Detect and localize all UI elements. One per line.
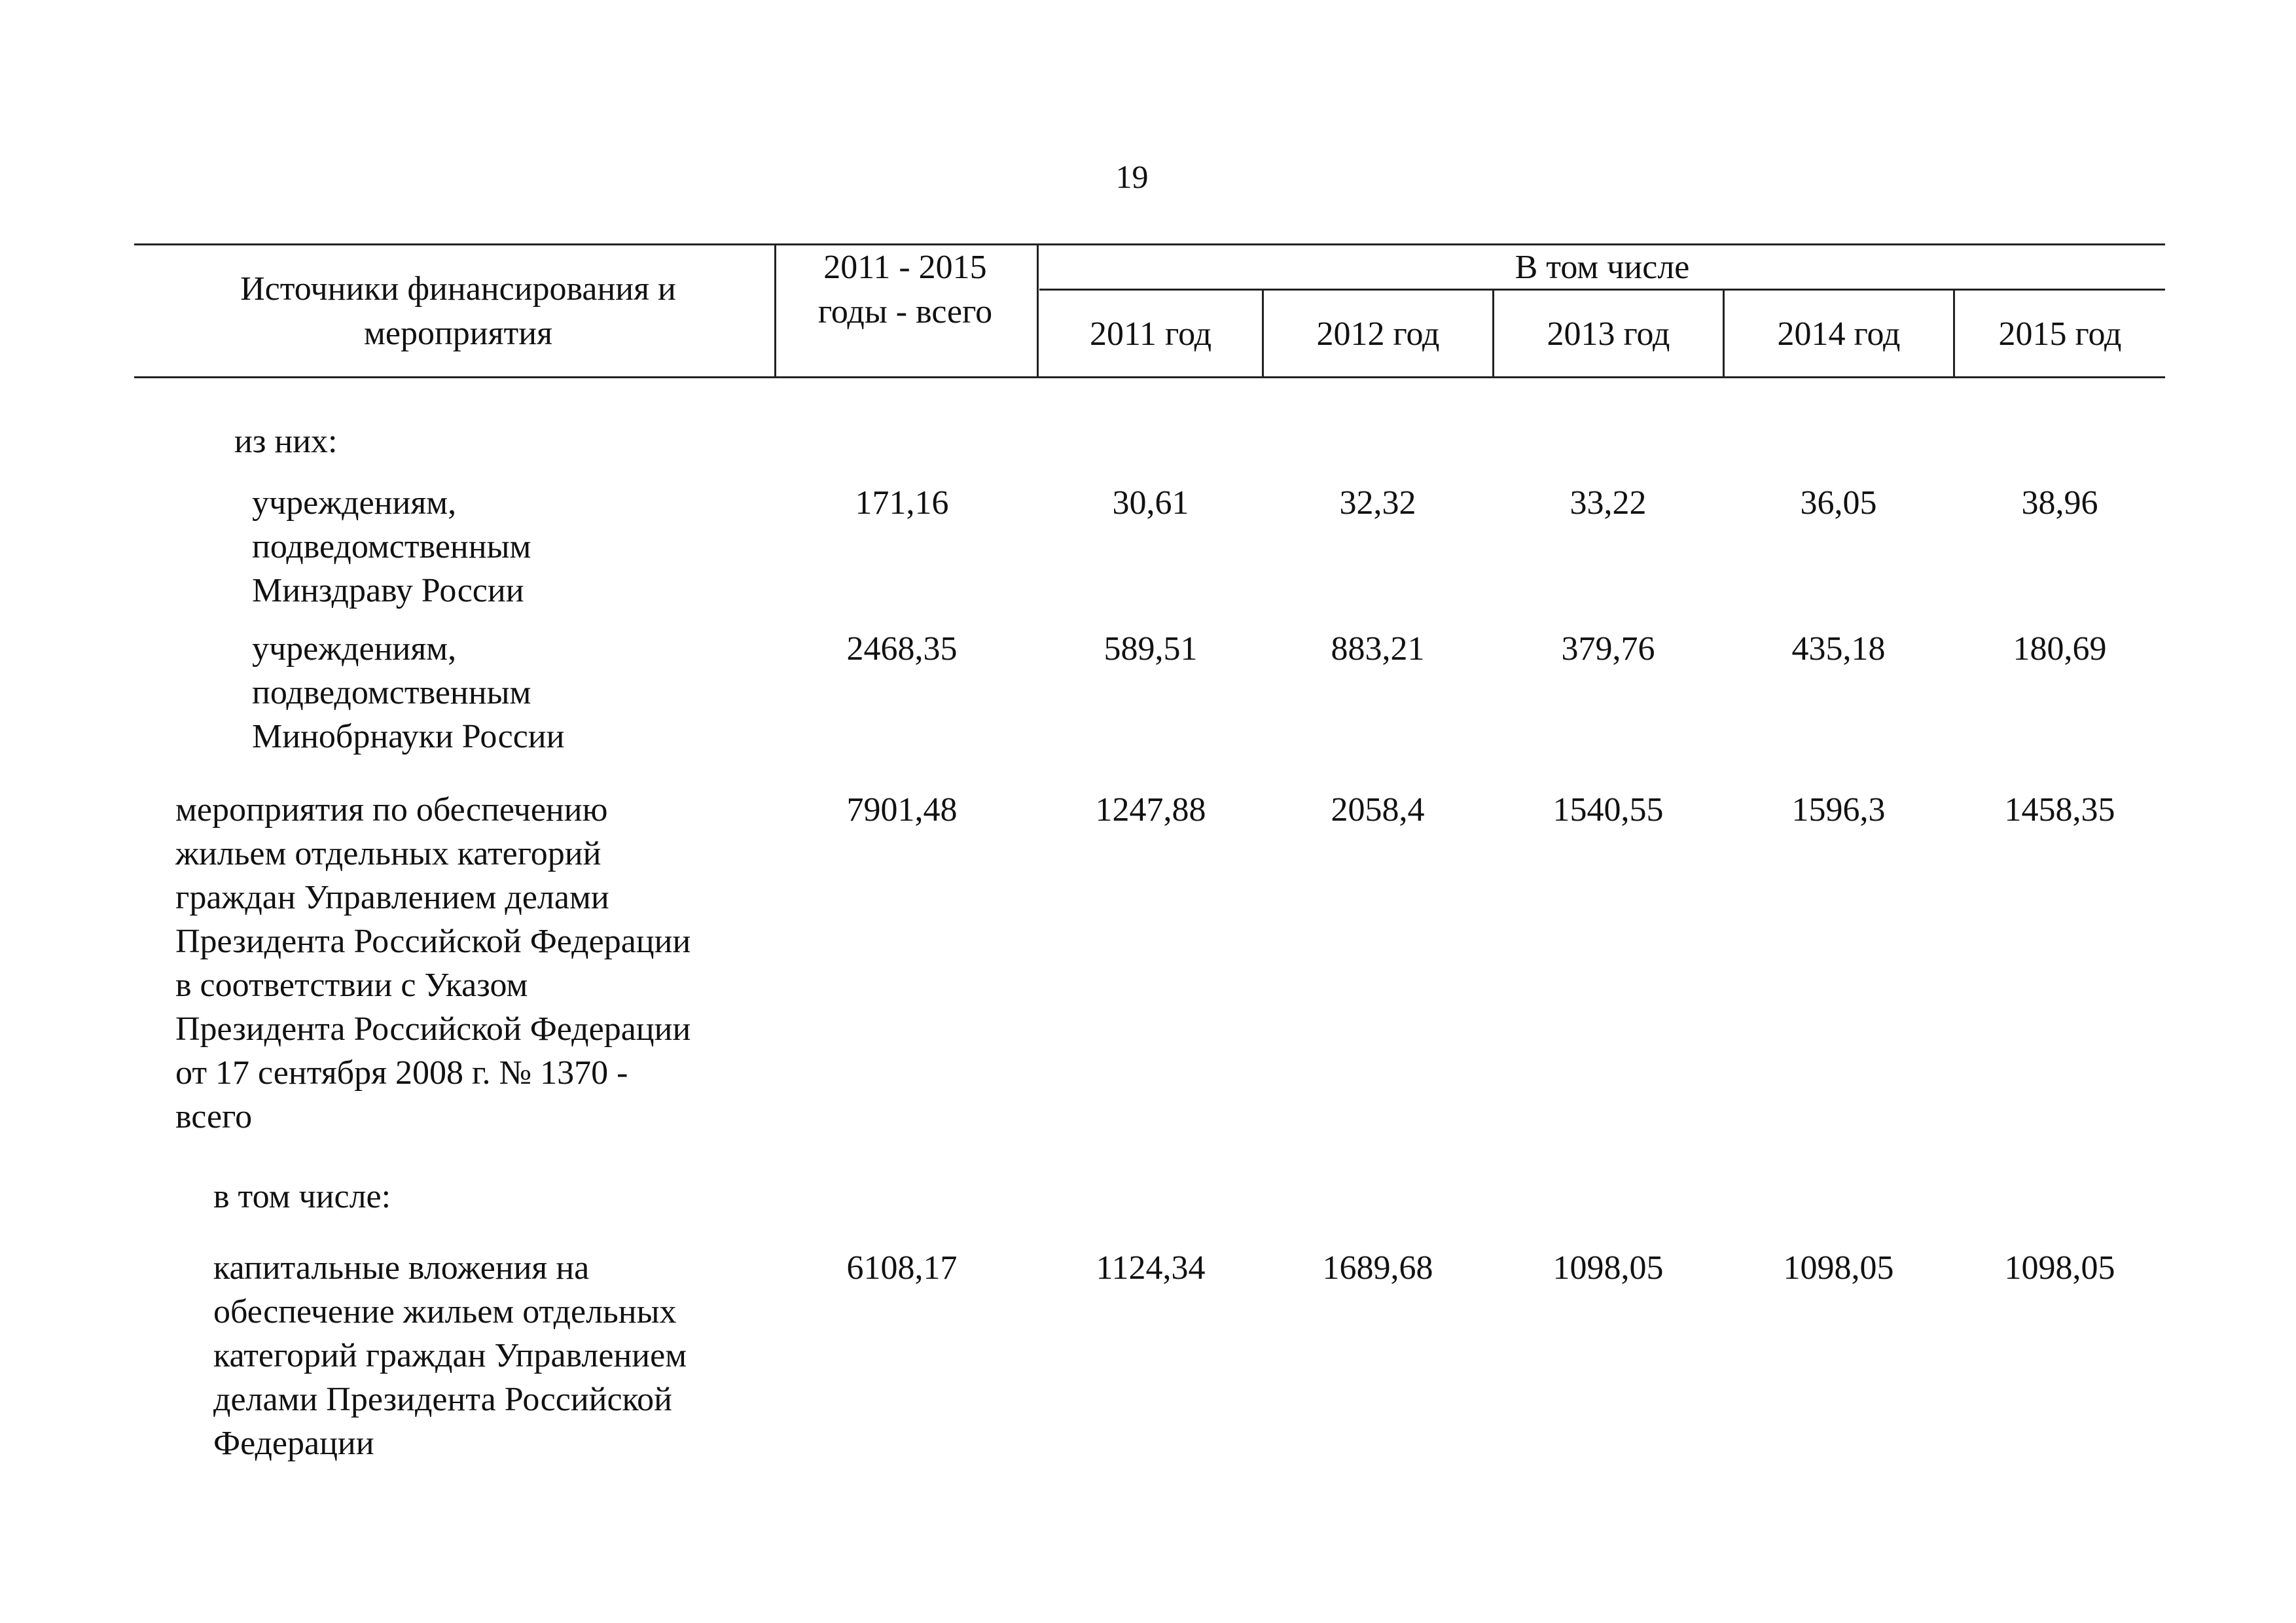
row-label: учреждениям, подведомственным Минздраву России [252,484,531,609]
row-label: из них: [234,423,338,460]
header-bottom-rule [134,376,2165,378]
page-number: 19 [1115,158,1149,195]
value-total: 171,16 [855,484,949,522]
column-divider [774,243,776,378]
value-2013: 33,22 [1570,484,1647,522]
header-year: 2015 год [1998,315,2122,353]
header-year: 2014 год [1777,315,1901,353]
value-total: 7901,48 [846,791,958,829]
row-label: в том числе: [213,1178,391,1215]
header-sources: Источники финансирования и мероприятия [240,270,676,352]
value-2014: 36,05 [1800,484,1877,522]
header-year: 2011 год [1089,315,1212,353]
value-2012: 2058,4 [1331,791,1425,829]
header-group: В том числе [1515,249,1690,286]
column-divider [1037,243,1039,378]
value-total: 2468,35 [846,630,958,668]
value-2013: 1098,05 [1552,1249,1664,1287]
row-label: учреждениям, подведомственным Минобрнауки России [252,630,565,755]
value-2015: 38,96 [2021,484,2098,522]
header-year: 2012 год [1316,315,1440,353]
value-2012: 1689,68 [1322,1249,1433,1287]
value-2011: 589,51 [1103,630,1198,668]
value-2014: 435,18 [1791,630,1886,668]
value-2015: 1458,35 [2004,791,2115,829]
value-2015: 1098,05 [2004,1249,2115,1287]
value-2014: 1098,05 [1783,1249,1894,1287]
value-2015: 180,69 [2013,630,2107,668]
value-2014: 1596,3 [1791,791,1886,829]
value-2013: 379,76 [1561,630,1655,668]
header-year: 2013 год [1547,315,1670,353]
value-2012: 32,32 [1339,484,1416,522]
value-2013: 1540,55 [1552,791,1664,829]
value-2011: 1124,34 [1096,1249,1206,1287]
row-label: мероприятия по обеспечению жильем отдельных категорий граждан Управлением делами Президента Российской Федерации в соответствии с Указом Президента Российской Федерации от 17 сентября 2008 г. № 1370 - всего [175,791,691,1135]
value-total: 6108,17 [846,1249,958,1287]
value-2011: 1247,88 [1095,791,1206,829]
row-label: капитальные вложения на обеспечение жильем отдельных категорий граждан Управлением делами Президента Российской Федерации [213,1249,687,1462]
value-2011: 30,61 [1112,484,1189,522]
value-2012: 883,21 [1331,630,1425,668]
header-total: 2011 - 2015 годы - всего [817,249,993,330]
